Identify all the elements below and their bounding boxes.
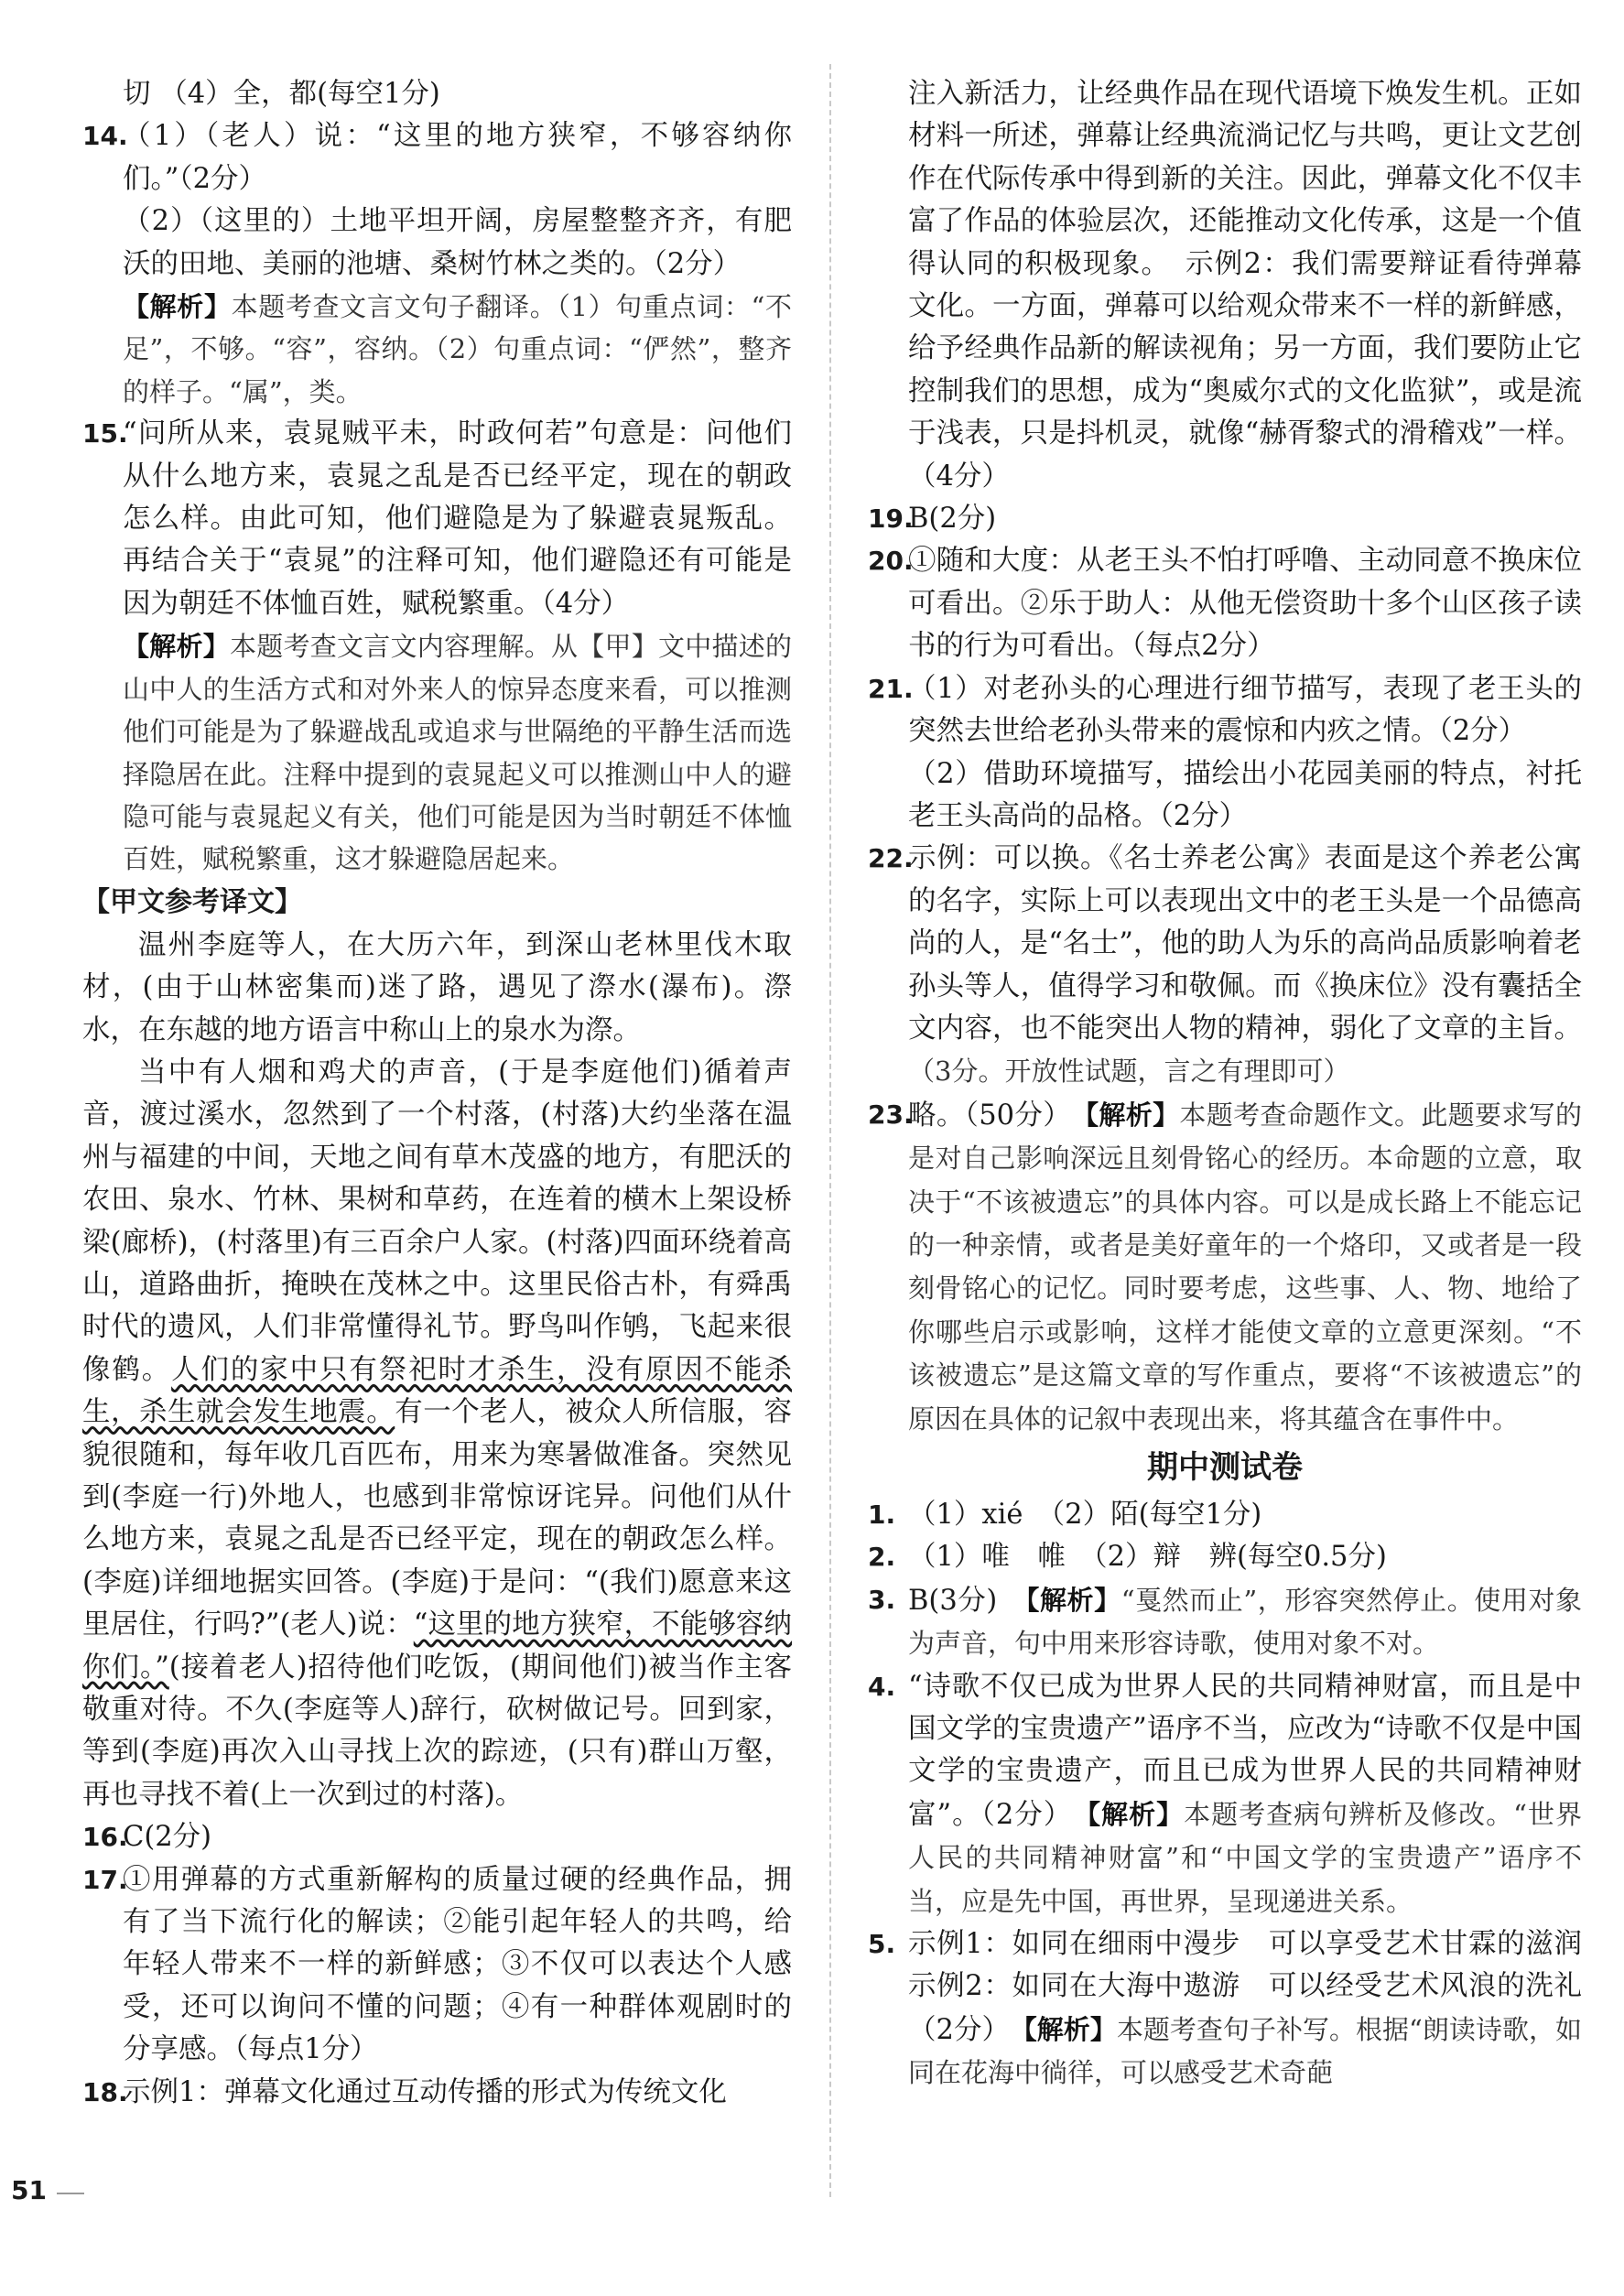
answer-body: 略。（50分） xyxy=(908,1099,1057,1132)
answer-text: （1）对老孙头的心理进行细节描写，表现了老王头的突然去世给老孙头带来的震惊和内疚之情。（2分） xyxy=(908,672,1582,748)
section-title: 期中测试卷 xyxy=(1147,1449,1303,1486)
translation-paragraph: 温州李庭等人，在大历六年，到深山老林里伐木取材，(由于山林密集而)迷了路，遇见了漈水(瀑布)。漈水，在东越的地方语言中称山上的泉水为漈。 xyxy=(82,928,792,1046)
answer-text: ①随和大度：从老王头不怕打呼噜、主动同意不换床位可看出。②乐于助人：从他无偿资助十多个山区孩子读书的行为可看出。（每点2分） xyxy=(908,545,1582,663)
answer-16 xyxy=(82,1816,792,1858)
left-column xyxy=(82,73,792,2114)
answer-text: （2）（这里的）土地平坦开阔，房屋整整齐齐，有肥沃的田地、美丽的池塘、桑树竹林之类的。（2分） xyxy=(123,205,792,280)
translation-text: 当中有人烟和鸡犬的声音，(于是李庭他们)循着声音，渡过溪水，忽然到了一个村落，(村落)大约坐落在温州与福建的中间，天地之间有草木茂盛的地方，有肥沃的农田、泉水、竹林、果树和草药，在连着的横木上架设桥梁(廊桥)，(村落里)有三百余户人家。(村落)四面环绕着高山，道路曲折，掩映在茂林之中。这里民俗古朴，有舜禹时代的遗风，人们非常懂得礼节。野鸟叫作鸲，飞起来很像鹤。 xyxy=(82,1056,792,1386)
answer-number: 5. xyxy=(868,1929,896,1960)
answer-number: 4. xyxy=(868,1671,896,1702)
analysis-tag: 【解析】 xyxy=(123,631,230,663)
analysis xyxy=(123,286,792,413)
answer-number: 16. xyxy=(82,1822,128,1853)
answer-number: 18. xyxy=(82,2076,128,2107)
answer-21 xyxy=(868,668,1582,839)
answer-number: 2. xyxy=(868,1542,896,1573)
answer-number: 22. xyxy=(868,843,914,874)
answer-text: ①用弹幕的方式重新解构的质量过硬的经典作品，拥有了当下流行化的解读；②能引起年轻人的共鸣，给年轻人带来不一样的新鲜感；③不仅可以表达个人感受，还可以询问不懂的问题；④有一种群体观剧时的分享感。（每点1分） xyxy=(123,1863,792,2066)
answer-text: “问所从来，袁晁贼平未，时政何若”句意是：问他们从什么地方来，袁晁之乱是否已经平定，现在的朝政怎么样。由此可知，他们避隐是为了躲避袁晁叛乱。再结合关于“袁晁”的注释可知，他们避隐还有可能是因为朝廷不体恤百姓，赋税繁重。（4分） xyxy=(123,417,792,620)
answer-text: （1）（老人）说：“这里的地方狭窄，不够容纳你们。”（2分） xyxy=(123,120,792,195)
analysis-text: 本题考查病句辨析及修改。“世界人民的共同精神财富”和“中国文学的宝贵遗产”语序不当，应是先中国，再世界，呈现递进关系。 xyxy=(908,1798,1583,1917)
answer-number: 17. xyxy=(82,1864,128,1895)
answer-20 xyxy=(868,540,1582,667)
translation-paragraph xyxy=(82,1052,792,1816)
midterm-answer-2 xyxy=(868,1536,1582,1578)
answer-text: C(2分) xyxy=(123,1821,212,1854)
answer-number: 19. xyxy=(868,504,914,535)
answer-number: 15. xyxy=(82,418,128,449)
translation-heading: 【甲文参考译文】 xyxy=(82,885,302,918)
answer-body: 示例1：如同在细雨中漫步 可以享受艺术甘霖的滋润 示例2：如同在大海中遨游 可以经受艺术风浪的洗礼（2分） xyxy=(908,1928,1610,2046)
answer-text xyxy=(908,1666,1582,1923)
analysis-text: “戛然而止”，形容突然停止。使用对象为声音，句中用来形容诗歌，使用对象不对。 xyxy=(908,1584,1582,1660)
answer-22 xyxy=(868,838,1582,1093)
answer-text: 示例1：弹幕文化通过互动传播的形式为传统文化 xyxy=(123,2075,727,2108)
answer-text xyxy=(908,1923,1610,2096)
answer-text: （1）xié （2）陌(每空1分) xyxy=(908,1499,1262,1531)
answer-body: B(3分) xyxy=(908,1584,998,1617)
analysis xyxy=(123,625,792,880)
column-divider xyxy=(829,64,832,2197)
answer-text xyxy=(908,1579,1582,1666)
analysis-text: 本题考查句子补写。根据“朗读诗歌，如同在花海中徜徉，可以感受艺术奇葩 xyxy=(908,2013,1582,2089)
answer-18-continued: 注入新活力，让经典作品在现代语境下焕发生机。正如材料一所述，弹幕让经典流淌记忆与共鸣，更让文艺创作在代际传承中得到新的关注。因此，弹幕文化不仅丰富了作品的体验层次，还能推动文化传承，这是一个值得认同的积极现象。 示例2：我们需要辩证看待弹幕文化。一方面，弹幕可以给观众带来不一样的新鲜感，给予经典作品新的解读视角；另一方面，我们要防止它控制我们的思想，成为“奥威尔式的文化监狱”，或是流于浅表，只是抖机灵，就像“赫胥黎式的滑稽戏”一样。（4分） xyxy=(908,78,1582,493)
answer-14 xyxy=(82,115,792,413)
underlined-text: 人们的家中只有祭祀时才杀生，没有原因不能杀生，杀生就会发生地震。 xyxy=(82,1353,792,1429)
continued-answer: 切 （4）全，都(每空1分) xyxy=(123,78,440,110)
answer-body: “诗歌不仅已成为世界人民的共同精神财富，而且是中国文学的宝贵遗产”语序不当，应改为“诗歌不仅是中国文学的宝贵遗产，而且已成为世界人民的共同精神财富”。（2分） xyxy=(908,1670,1582,1831)
analysis-tag: 【解析】 xyxy=(123,291,232,323)
analysis-text: 本题考查命题作文。此题要求写的是对自己影响深远且刻骨铭心的经历。本命题的立意，取决于“不该被遗忘”的具体内容。可以是成长路上不能忘记的一种亲情，或者是美好童年的一个烙印，又或者是一段刻骨铭心的记忆。同时要考虑，这些事、人、物、地给了你哪些启示或影响，这样才能使文章的立意更深刻。“不该被遗忘”是这篇文章的写作重点，要将“不该被遗忘”的原因在具体的记叙中表现出来，将其蕴含在事件中。 xyxy=(908,1099,1582,1435)
analysis-tag: 【解析】 xyxy=(1025,1584,1121,1616)
answer-15 xyxy=(82,413,792,880)
answer-number: 20. xyxy=(868,546,914,577)
answer-body: 示例：可以换。《名士养老公寓》表面是这个养老公寓的名字，实际上可以表现出文中的老王头是一个品德高尚的人，是“名士”，他的助人为乐的高尚品质影响着老孙头等人，值得学习和敬佩。而《换床位》没有囊括全文内容，也不能突出人物的精神，弱化了文章的主旨。 xyxy=(908,842,1582,1045)
answer-number: 21. xyxy=(868,673,914,704)
answer-number: 1. xyxy=(868,1500,896,1530)
analysis-tag: 【解析】 xyxy=(1085,1099,1180,1131)
page-number: 51 xyxy=(11,2175,47,2205)
answer-text: （1）唯 帷 （2）辩 辨(每空0.5分) xyxy=(908,1541,1387,1574)
translation-text: (接着老人)招待他们吃饭，(期间他们)被当作主客敬重对待。不久(李庭等人)辞行，砍树做记号。回到家，等到(李庭)再次入山寻找上次的踪迹，(只有)群山万壑，再也寻找不着(上一次到过的村落)。 xyxy=(82,1651,792,1811)
translation-text: 有一个老人，被众人所信服，容貌很随和，每年收几百匹布，用来为寒暑做准备。突然见到(李庭一行)外地人，也感到非常惊讶诧异。问他们从什么地方来，袁晁之乱是否已经平定，现在的朝政怎么样。(李庭)详细地据实回答。(李庭)于是问：“(我们)愿意来这里居住，行吗?”(老人)说： xyxy=(82,1396,793,1641)
midterm-answer-4 xyxy=(868,1666,1582,1923)
midterm-answer-5 xyxy=(868,1923,1610,2096)
midterm-answer-1 xyxy=(868,1494,1582,1536)
analysis-text: 本题考查文言文内容理解。从【甲】文中描述的山中人的生活方式和对外来人的惊异态度来看，可以推测他们可能是为了躲避战乱或追求与世隔绝的平静生活而选择隐居在此。注释中提到的袁晁起义可以推测山中人的避隐可能与袁晁起义有关，他们可能是因为当时朝廷不体恤百姓，赋税繁重，这才躲避隐居起来。 xyxy=(123,631,792,875)
answer-number: 14. xyxy=(82,121,128,152)
answer-text xyxy=(908,1094,1582,1441)
answer-text: （2）借助环境描写，描绘出小花园美丽的特点，衬托老王头高尚的品格。（2分） xyxy=(908,757,1582,832)
analysis-text: 本题考查文言文句子翻译。（1）句重点词：“不足”，不够。“容”，容纳。（2）句重点词：“俨然”，整齐的样子。“属”，类。 xyxy=(123,291,792,407)
answer-number: 3. xyxy=(868,1584,896,1615)
right-column xyxy=(868,73,1610,2096)
answer-23 xyxy=(868,1094,1582,1441)
answer-18 xyxy=(82,2072,792,2114)
answer-19 xyxy=(868,498,1582,540)
midterm-answer-3 xyxy=(868,1579,1582,1666)
analysis-tag: 【解析】 xyxy=(1023,2013,1117,2045)
page-number-rule xyxy=(57,2193,84,2194)
underlined-text: “这里的地方狭窄，不能够容纳你们。” xyxy=(82,1608,792,1684)
answer-text xyxy=(908,838,1582,1093)
answer-text: B(2分) xyxy=(908,503,997,536)
answer-number: 23. xyxy=(868,1099,914,1130)
score-note: （3分。开放性试题，言之有理即可） xyxy=(908,1056,1350,1088)
answer-17 xyxy=(82,1859,792,2072)
analysis-tag: 【解析】 xyxy=(1087,1798,1185,1830)
